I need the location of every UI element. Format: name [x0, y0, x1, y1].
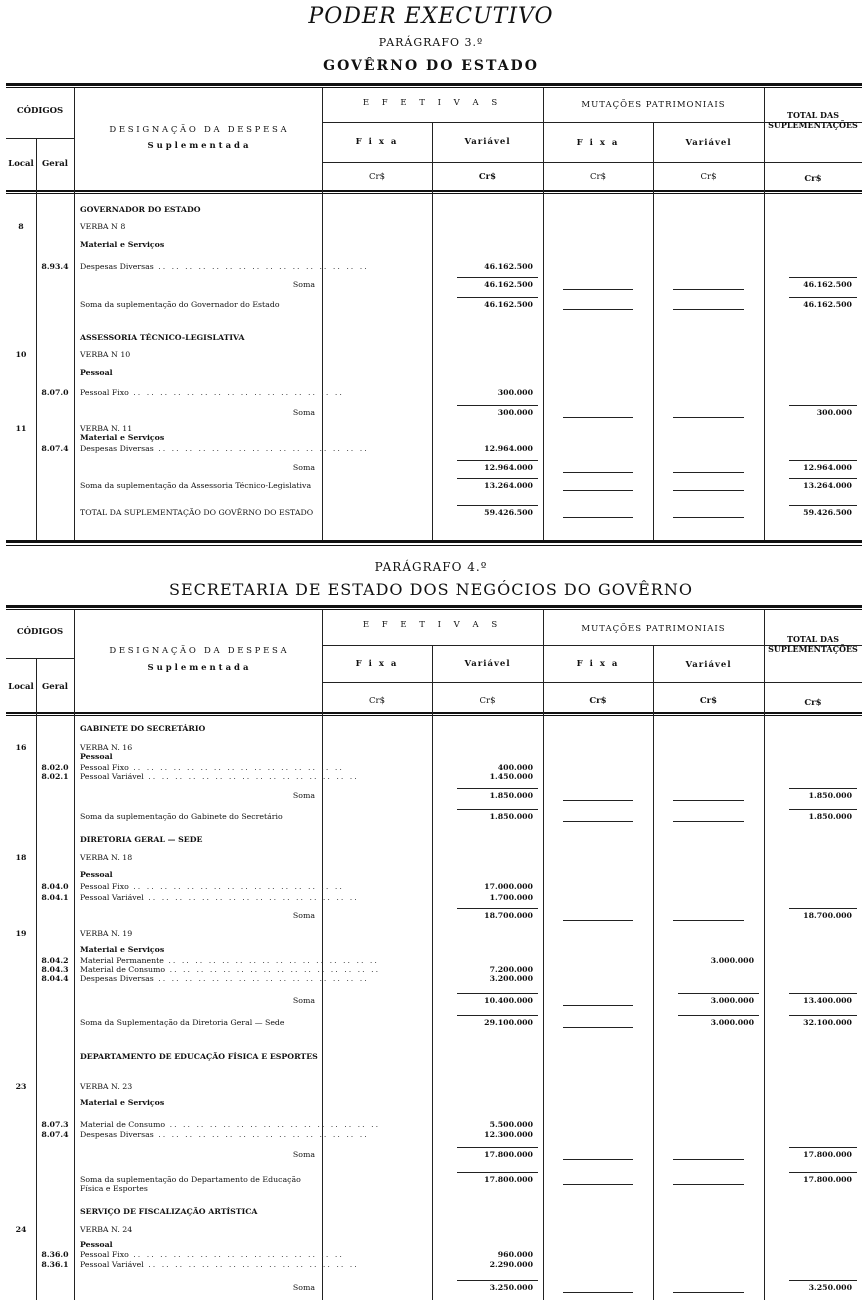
row-description: SERVIÇO DE FISCALIZAÇÃO ARTÍSTICA — [80, 1207, 258, 1216]
code-geral: 8.04.2 — [41, 956, 69, 965]
row-description: Material de Consumo .. .. .. .. .. .. .. .. .. .. .. .. .. .. .. .. — [80, 1120, 381, 1129]
value-variavel: 12.964.000 — [484, 463, 533, 472]
header-mut-variavel: Variável — [685, 660, 732, 670]
code-geral: 8.04.0 — [41, 882, 69, 891]
row-description: Pessoal Fixo .. .. .. .. .. .. .. .. .. .. .. .. .. .. .. .. — [80, 763, 344, 772]
row-description: Pessoal Variável .. .. .. .. .. .. .. .. .. .. .. .. .. .. .. .. — [80, 1260, 359, 1269]
header-mut-fixa: F i x a — [576, 138, 620, 148]
value-variavel: 7.200.000 — [489, 965, 533, 974]
header-suplementada: S u p l e m e n t a d a — [147, 663, 249, 673]
currency-label: Cr$ — [478, 172, 497, 182]
value-total: 59.426.500 — [803, 508, 852, 517]
currency-label: Cr$ — [369, 696, 385, 706]
header-total: TOTAL DAS SUPLEMENTAÇÕES — [768, 634, 858, 654]
code-geral: 8.02.1 — [41, 772, 69, 781]
row-description: ASSESSORIA TÉCNICO-LEGISLATIVA — [80, 333, 245, 342]
value-variavel: 300.000 — [497, 388, 533, 397]
value-total: 17.800.000 — [803, 1150, 852, 1159]
soma-label: Soma — [292, 463, 315, 472]
value-variavel: 1.850.000 — [489, 812, 533, 821]
value-total: 12.964.000 — [803, 463, 852, 472]
value-total: 17.800.000 — [803, 1175, 852, 1184]
row-description: VERBA N 10 — [80, 350, 131, 359]
code-geral: 8.07.3 — [41, 1120, 69, 1129]
header-geral: Geral — [42, 682, 68, 692]
value-variavel: 17.000.000 — [484, 882, 533, 891]
row-description: Soma da Suplementação da Diretoria Geral — Sede — [80, 1018, 285, 1027]
value-variavel: 18.700.000 — [484, 911, 533, 920]
value-variavel: 300.000 — [497, 408, 533, 417]
value-total: 18.700.000 — [803, 911, 852, 920]
header-codigos: CÓDIGOS — [16, 627, 64, 637]
row-description: DEPARTAMENTO DE EDUCAÇÃO FÍSICA E ESPORTES — [80, 1052, 318, 1061]
org-heading-2: SECRETARIA DE ESTADO DOS NEGÓCIOS DO GOVÊRNO — [169, 580, 693, 599]
value-variavel: 3.200.000 — [489, 974, 533, 983]
soma-label: Soma — [292, 1150, 315, 1159]
soma-label: Soma — [292, 408, 315, 417]
value-total: 1.850.000 — [808, 791, 852, 800]
code-geral: 8.04.3 — [41, 965, 69, 974]
value-variavel: 17.800.000 — [484, 1150, 533, 1159]
value-variavel: 2.290.000 — [489, 1260, 533, 1269]
value-mut-variavel: 3.000.000 — [710, 996, 754, 1005]
paragraph-heading-1: PARÁGRAFO 3.º — [378, 36, 484, 49]
header-efetivas: E F E T I V A S — [362, 620, 503, 630]
value-variavel: 17.800.000 — [484, 1175, 533, 1184]
row-description: Pessoal — [80, 1240, 113, 1249]
row-description: Despesas Diversas .. .. .. .. .. .. .. .. .. .. .. .. .. .. .. .. — [80, 1130, 369, 1139]
value-variavel: 46.162.500 — [484, 300, 533, 309]
code-geral: 8.07.4 — [41, 444, 69, 453]
value-variavel: 1.700.000 — [489, 893, 533, 902]
header-designacao: D E S I G N A Ç Ã O D A D E S P E S A — [109, 125, 287, 135]
row-description: Soma da suplementação da Assessoria Técnico-Legislativa — [80, 481, 312, 490]
row-description: Material e Serviços — [80, 240, 165, 249]
row-description: Pessoal Fixo .. .. .. .. .. .. .. .. .. .. .. .. .. .. .. .. — [80, 882, 344, 891]
soma-label: Soma — [292, 280, 315, 289]
row-description: Despesas Diversas .. .. .. .. .. .. .. .. .. .. .. .. .. .. .. .. — [80, 444, 369, 453]
value-total: 46.162.500 — [803, 300, 852, 309]
row-description: DIRETORIA GERAL — SEDE — [80, 835, 203, 844]
header-local: Local — [8, 159, 34, 169]
row-description: GABINETE DO SECRETÁRIO — [80, 724, 206, 733]
value-total: 13.400.000 — [803, 996, 852, 1005]
row-description: VERBA N. 23 — [80, 1082, 133, 1091]
row-description: Pessoal Variável .. .. .. .. .. .. .. .. .. .. .. .. .. .. .. .. — [80, 893, 359, 902]
row-description: Material Permanente .. .. .. .. .. .. .. .. .. .. .. .. .. .. .. .. — [80, 956, 379, 965]
code-geral: 8.04.1 — [41, 893, 69, 902]
row-description: Material de Consumo .. .. .. .. .. .. .. .. .. .. .. .. .. .. .. .. — [80, 965, 381, 974]
header-codigos: CÓDIGOS — [16, 106, 64, 116]
row-description: Pessoal Fixo .. .. .. .. .. .. .. .. .. .. .. .. .. .. .. .. — [80, 1250, 344, 1259]
currency-label: Cr$ — [369, 172, 385, 182]
header-geral: Geral — [42, 159, 68, 169]
code-local: 24 — [15, 1225, 27, 1234]
row-description: VERBA N. 19 — [80, 929, 133, 938]
page-title: PODER EXECUTIVO — [308, 4, 554, 29]
currency-label: Cr$ — [589, 696, 607, 706]
code-geral: 8.93.4 — [41, 262, 69, 271]
value-variavel: 12.964.000 — [484, 444, 533, 453]
currency-label: Cr$ — [804, 174, 822, 184]
currency-label: Cr$ — [479, 696, 496, 706]
row-description: TOTAL DA SUPLEMENTAÇÃO DO GOVÊRNO DO ESTADO — [80, 508, 314, 517]
value-variavel: 12.300.000 — [484, 1130, 533, 1139]
row-description: Material e Serviços — [80, 433, 165, 442]
value-variavel: 46.162.500 — [484, 262, 533, 271]
row-description: Material e Serviços — [80, 945, 165, 954]
row-description: Pessoal — [80, 368, 113, 377]
header-mutacoes: MUTAÇÕES PATRIMONIAIS — [581, 624, 726, 634]
value-total: 32.100.000 — [803, 1018, 852, 1027]
code-local: 19 — [15, 929, 27, 938]
value-variavel: 46.162.500 — [484, 280, 533, 289]
value-variavel: 13.264.000 — [484, 481, 533, 490]
value-total: 13.264.000 — [803, 481, 852, 490]
value-variavel: 960.000 — [497, 1250, 533, 1259]
soma-label: Soma — [292, 911, 315, 920]
row-description: Soma da suplementação do Governador do Estado — [80, 300, 280, 309]
row-description: VERBA N 8 — [80, 222, 126, 231]
code-local: 18 — [15, 853, 27, 862]
code-geral: 8.07.4 — [41, 1130, 69, 1139]
row-description: Pessoal — [80, 870, 113, 879]
code-local: 8 — [18, 222, 24, 231]
code-geral: 8.04.4 — [41, 974, 69, 983]
row-description: VERBA N. 24 — [80, 1225, 133, 1234]
header-efetivas: E F E T I V A S — [362, 98, 503, 108]
header-efetivas-variavel: Variável — [464, 137, 511, 147]
header-mut-variavel: Variável — [685, 138, 732, 148]
header-suplementada: S u p l e m e n t a d a — [147, 141, 249, 151]
value-variavel: 10.400.000 — [484, 996, 533, 1005]
row-description: VERBA N. 11 — [80, 424, 133, 433]
code-geral: 8.07.0 — [41, 388, 69, 397]
value-total: 3.250.000 — [808, 1283, 852, 1292]
row-description: VERBA N. 16 — [80, 743, 133, 752]
soma-label: Soma — [292, 1283, 315, 1292]
value-mut-variavel: 3.000.000 — [710, 1018, 754, 1027]
header-mutacoes: MUTAÇÕES PATRIMONIAIS — [581, 100, 726, 110]
value-total: 300.000 — [816, 408, 852, 417]
row-description: Despesas Diversas .. .. .. .. .. .. .. .. .. .. .. .. .. .. .. .. — [80, 974, 369, 983]
header-efetivas-fixa: F i x a — [355, 659, 399, 669]
header-efetivas-fixa: F i x a — [355, 137, 399, 147]
code-local: 23 — [15, 1082, 27, 1091]
value-variavel: 400.000 — [497, 763, 533, 772]
header-designacao: D E S I G N A Ç Ã O D A D E S P E S A — [109, 646, 287, 656]
value-variavel: 1.850.000 — [489, 791, 533, 800]
value-variavel: 1.450.000 — [489, 772, 533, 781]
row-description: Pessoal Variável .. .. .. .. .. .. .. .. .. .. .. .. .. .. .. .. — [80, 772, 359, 781]
header-mut-fixa: F i x a — [576, 659, 620, 669]
code-local: 10 — [15, 350, 27, 359]
value-variavel: 59.426.500 — [484, 508, 533, 517]
value-total: 46.162.500 — [803, 280, 852, 289]
value-variavel: 5.500.000 — [489, 1120, 533, 1129]
row-description: VERBA N. 18 — [80, 853, 133, 862]
value-variavel: 29.100.000 — [484, 1018, 533, 1027]
soma-label: Soma — [292, 791, 315, 800]
currency-label: Cr$ — [804, 698, 822, 708]
currency-label: Cr$ — [590, 172, 606, 182]
paragraph-heading-2: PARÁGRAFO 4.º — [374, 560, 488, 574]
row-description: GOVERNADOR DO ESTADO — [80, 205, 201, 214]
code-geral: 8.36.0 — [41, 1250, 69, 1259]
header-total: TOTAL DAS SUPLEMENTAÇÕES — [768, 110, 858, 130]
row-description: Pessoal — [80, 752, 113, 761]
value-total: 1.850.000 — [808, 812, 852, 821]
value-mut-variavel: 3.000.000 — [710, 956, 754, 965]
org-heading-1: GOVÊRNO DO ESTADO — [323, 58, 539, 74]
code-local: 11 — [15, 424, 27, 433]
currency-label: Cr$ — [700, 172, 717, 182]
code-geral: 8.36.1 — [41, 1260, 69, 1269]
code-geral: 8.02.0 — [41, 763, 69, 772]
value-variavel: 3.250.000 — [489, 1283, 533, 1292]
row-description: Soma da suplementação do Departamento de Educação Física e Esportes — [80, 1175, 301, 1193]
row-description: Soma da suplementação do Gabinete do Secretário — [80, 812, 283, 821]
soma-label: Soma — [292, 996, 315, 1005]
row-description: Pessoal Fixo .. .. .. .. .. .. .. .. .. .. .. .. .. .. .. .. — [80, 388, 344, 397]
code-local: 16 — [15, 743, 27, 752]
header-local: Local — [8, 682, 34, 692]
row-description: Material e Serviços — [80, 1098, 165, 1107]
currency-label: Cr$ — [699, 696, 718, 706]
header-efetivas-variavel: Variável — [464, 659, 511, 669]
row-description: Despesas Diversas .. .. .. .. .. .. .. .. .. .. .. .. .. .. .. .. — [80, 262, 369, 271]
